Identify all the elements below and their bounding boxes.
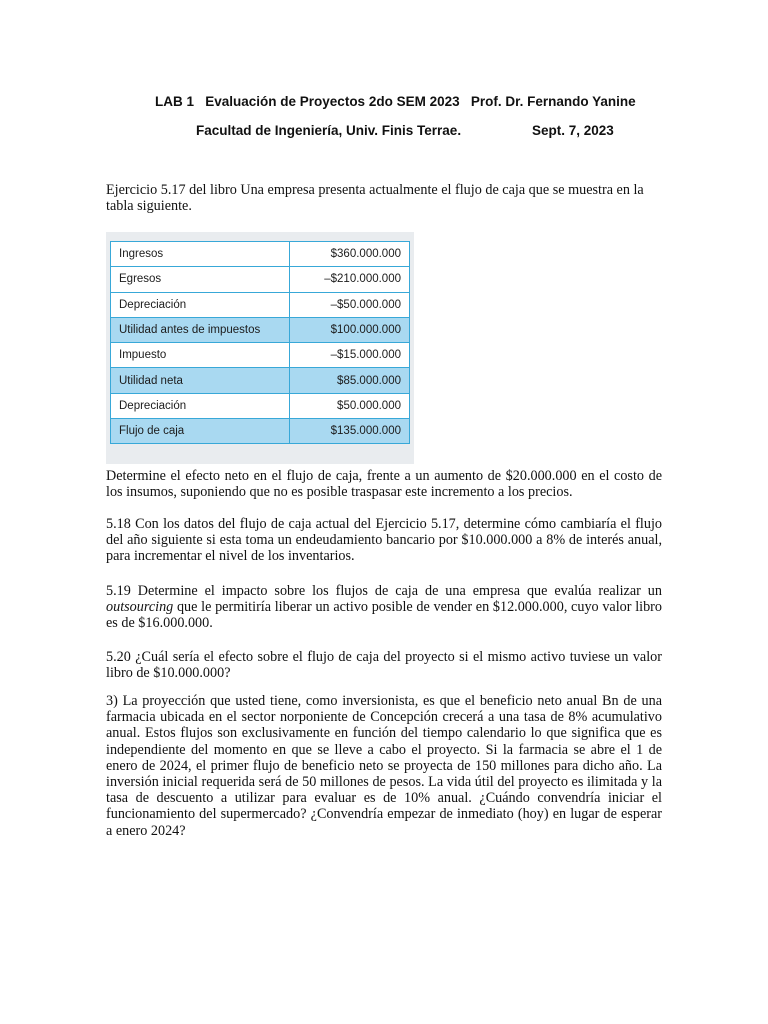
row-value: $50.000.000: [290, 393, 410, 418]
table-row: [111, 419, 410, 444]
table-row: [111, 393, 410, 418]
exercise-5-20: 5.20 ¿Cuál sería el efecto sobre el flujo de caja del proyecto si el mismo activo tuviese un valor libro de $10.000.000?: [106, 649, 662, 682]
exercise-5-19-italic: outsourcing: [106, 599, 174, 616]
row-value: $100.000.000: [290, 317, 410, 342]
cash-flow-table: [110, 241, 410, 444]
row-value: –$15.000.000: [290, 343, 410, 368]
exercise-5-19-text-a: 5.19 Determine el impacto sobre los flujos de caja de una empresa que evalúa realizar un: [106, 583, 662, 599]
row-label: Flujo de caja: [111, 419, 290, 444]
exercise-5-19: [106, 583, 662, 632]
table-row: [111, 267, 410, 292]
row-label: Impuesto: [111, 343, 290, 368]
table-row: [111, 368, 410, 393]
exercise-intro: Ejercicio 5.17 del libro Una empresa presenta actualmente el flujo de caja que se muestra en la tabla siguiente.: [106, 182, 644, 215]
row-value: $135.000.000: [290, 419, 410, 444]
row-label: Utilidad antes de impuestos: [111, 317, 290, 342]
row-label: Utilidad neta: [111, 368, 290, 393]
exercise-5-19-text-b: que le permitiría liberar un activo posible de vender en $12.000.000, cuyo valor libro es de $16.000.000.: [106, 599, 662, 632]
document-title: LAB 1 Evaluación de Proyectos 2do SEM 2023 Prof. Dr. Fernando Yanine: [155, 94, 636, 109]
row-label: Depreciación: [111, 393, 290, 418]
faculty-line: Facultad de Ingeniería, Univ. Finis Terrae.: [196, 123, 462, 138]
table-row: [111, 343, 410, 368]
row-value: $85.000.000: [290, 368, 410, 393]
row-value: –$210.000.000: [290, 267, 410, 292]
exercise-3: 3) La proyección que usted tiene, como inversionista, es que el beneficio neto anual Bn de una farmacia ubicada en el sector norponiente de Concepción crecerá a una tasa de 8% acumulativo anual. Estos flujos son exclusivamente en función del tiempo calendario lo que significa que es independiente del momento en que se lleve a cabo el proyecto. Si la farmacia se abre el 1 de enero de 2024, el primer flujo de beneficio neto se proyecta de 150 millones para dicho año. La inversión inicial requerida será de 50 millones de pesos. La vida útil del proyecto es ilimitada y la tasa de descuento a utilizar para evaluar es de 10% anual. ¿Cuándo convendría iniciar el funcionamiento del supermercado? ¿Convendría empezar de inmediato (hoy) en lugar de esperar a enero 2024?: [106, 693, 662, 839]
exercise-5-18: 5.18 Con los datos del flujo de caja actual del Ejercicio 5.17, determine cómo cambiaría el flujo del año siguiente si esta toma un endeudamiento bancario por $10.000.000 a 8% de interés anual, para incrementar el nivel de los inventarios.: [106, 516, 662, 565]
row-value: $360.000.000: [290, 242, 410, 267]
exercise-5-17-question: Determine el efecto neto en el flujo de caja, frente a un aumento de $20.000.000 en el costo de los insumos, suponiendo que no es posible traspasar este incremento a los precios.: [106, 468, 662, 501]
cash-flow-table-figure: [106, 232, 414, 464]
row-label: Egresos: [111, 267, 290, 292]
row-label: Depreciación: [111, 292, 290, 317]
date-line: Sept. 7, 2023: [532, 123, 614, 138]
table-row: [111, 242, 410, 267]
row-label: Ingresos: [111, 242, 290, 267]
table-row: [111, 317, 410, 342]
table-row: [111, 292, 410, 317]
row-value: –$50.000.000: [290, 292, 410, 317]
